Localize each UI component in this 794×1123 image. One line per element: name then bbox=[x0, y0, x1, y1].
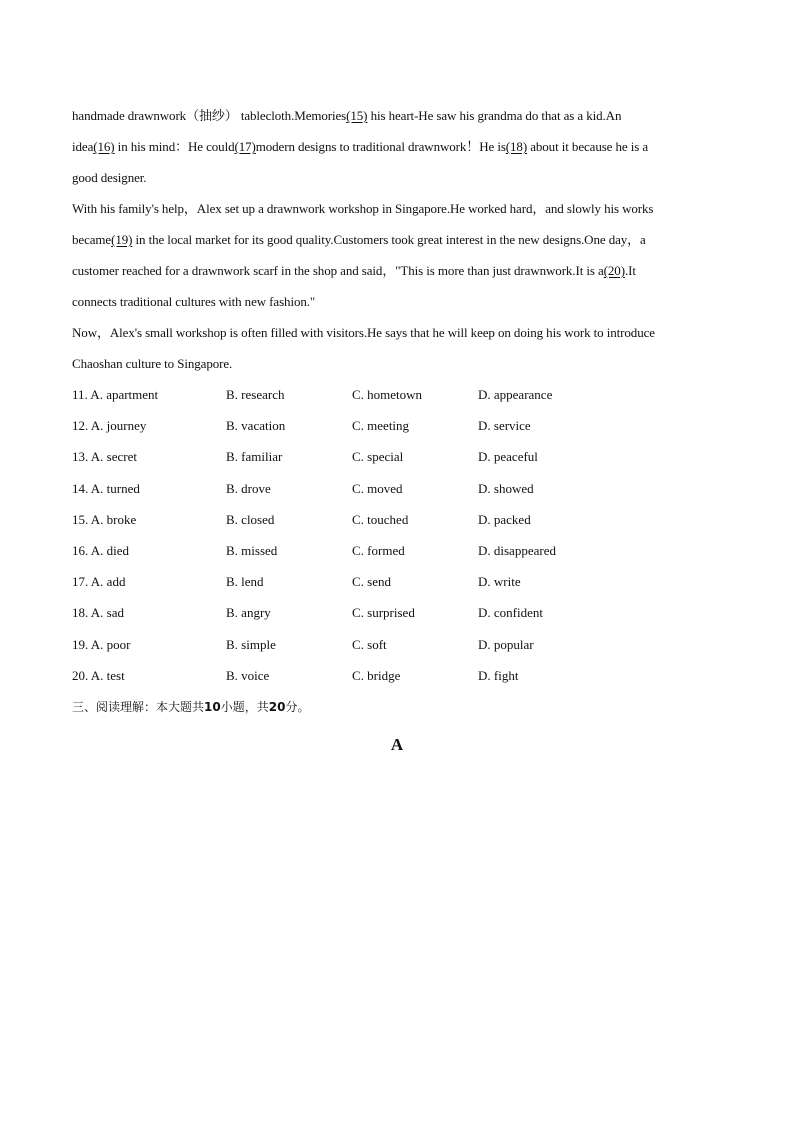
option-a: 17. A. add bbox=[72, 574, 126, 590]
blank-number: (16) bbox=[93, 139, 115, 154]
option-b: B. closed bbox=[226, 511, 275, 527]
option-b: B. research bbox=[226, 387, 285, 402]
option-d: D. confident bbox=[478, 605, 543, 621]
option-c: C. moved bbox=[352, 480, 403, 496]
blank-number: (20) bbox=[603, 263, 625, 278]
option-c: C. meeting bbox=[352, 418, 410, 434]
section-heading bbox=[72, 692, 717, 723]
passage-text: handmade drawnwork（抽纱） tablecloth.Memories bbox=[72, 108, 347, 123]
question-row bbox=[72, 379, 717, 410]
option-b: B. angry bbox=[226, 605, 271, 621]
question-row bbox=[72, 410, 717, 441]
option-d: D. fight bbox=[478, 667, 519, 683]
option-a: 19. A. poor bbox=[72, 636, 131, 652]
option-c: C. formed bbox=[352, 542, 405, 558]
passage-text: in his mind：He could bbox=[114, 139, 235, 154]
option-d: D. service bbox=[478, 418, 531, 434]
option-a: 11. A. apartment bbox=[72, 387, 159, 402]
question-row bbox=[72, 504, 717, 535]
passage-text: Now，Alex's small workshop is often filled with visitors.He says that he will keep on doing his work to introduce bbox=[72, 325, 655, 340]
passage-line bbox=[72, 131, 717, 162]
exam-page bbox=[72, 100, 717, 755]
passage-text: became bbox=[72, 232, 112, 247]
option-b: B. drove bbox=[226, 480, 271, 496]
blank-number: (17) bbox=[234, 139, 256, 154]
passage-line bbox=[72, 286, 717, 317]
question-row bbox=[72, 660, 717, 691]
option-c: C. send bbox=[352, 574, 391, 590]
option-a: 20. A. test bbox=[72, 667, 125, 683]
passage-text: .It bbox=[624, 263, 636, 278]
blank-number: (19) bbox=[111, 232, 133, 247]
passage-text: With his family's help，Alex set up a drawnwork workshop in Singapore.He worked hard，and slowly his works bbox=[72, 201, 654, 216]
passage-text: idea bbox=[72, 139, 94, 154]
section-score: 20 bbox=[268, 699, 286, 714]
option-d: D. popular bbox=[478, 636, 534, 652]
option-a: 14. A. turned bbox=[72, 480, 140, 496]
option-c: C. soft bbox=[352, 636, 387, 652]
passage-text: about it because he is a bbox=[527, 139, 649, 154]
option-d: D. write bbox=[478, 574, 521, 590]
option-c: C. hometown bbox=[352, 387, 423, 402]
option-d: D. appearance bbox=[478, 387, 553, 402]
section-question-count: 10 bbox=[204, 699, 221, 714]
passage-text: customer reached for a drawnwork scarf in the shop and said，"This is more than just drawnwork.It is a bbox=[72, 263, 604, 278]
passage-text: his heart-He saw his grandma do that as a kid.An bbox=[367, 108, 622, 123]
question-row bbox=[72, 441, 717, 472]
section-heading-suffix: 分。 bbox=[285, 699, 310, 714]
cloze-passage bbox=[72, 100, 717, 379]
option-d: D. disappeared bbox=[478, 542, 556, 558]
passage-text: in the local market for its good quality.Customers took great interest in the new designs.One day，a bbox=[132, 232, 646, 247]
option-a: 16. A. died bbox=[72, 542, 130, 558]
section-heading-mid: 小题，共 bbox=[220, 699, 269, 714]
option-b: B. vacation bbox=[226, 418, 286, 434]
option-b: B. familiar bbox=[226, 449, 283, 465]
option-a: 18. A. sad bbox=[72, 605, 124, 621]
option-c: C. special bbox=[352, 449, 404, 465]
question-options bbox=[72, 379, 717, 691]
option-d: D. peaceful bbox=[478, 449, 538, 465]
passage-line bbox=[72, 317, 717, 348]
option-c: C. touched bbox=[352, 511, 409, 527]
passage-line bbox=[72, 193, 717, 224]
part-label: A bbox=[390, 734, 404, 754]
option-b: B. simple bbox=[226, 636, 276, 652]
option-b: B. voice bbox=[226, 667, 270, 683]
option-b: B. lend bbox=[226, 574, 264, 590]
passage-text: connects traditional cultures with new fashion." bbox=[72, 294, 316, 309]
option-d: D. showed bbox=[478, 480, 534, 496]
passage-text: modern designs to traditional drawnwork！He is bbox=[255, 139, 506, 154]
option-a: 15. A. broke bbox=[72, 511, 137, 527]
question-row bbox=[72, 597, 717, 628]
question-row bbox=[72, 535, 717, 566]
blank-number: (15) bbox=[346, 108, 368, 123]
passage-line bbox=[72, 255, 717, 286]
passage-line bbox=[72, 224, 717, 255]
option-d: D. packed bbox=[478, 511, 531, 527]
passage-text: Chaoshan culture to Singapore. bbox=[72, 356, 233, 371]
passage-text: good designer. bbox=[72, 170, 147, 185]
question-row bbox=[72, 566, 717, 597]
blank-number: (18) bbox=[505, 139, 528, 154]
option-b: B. missed bbox=[226, 542, 278, 558]
question-row bbox=[72, 473, 717, 504]
passage-line bbox=[72, 348, 717, 379]
passage-line bbox=[72, 100, 717, 131]
option-a: 12. A. journey bbox=[72, 418, 147, 434]
option-a: 13. A. secret bbox=[72, 449, 137, 465]
option-c: C. bridge bbox=[352, 667, 401, 683]
question-row bbox=[72, 629, 717, 660]
option-c: C. surprised bbox=[352, 605, 415, 621]
section-heading-prefix: 三、阅读理解：本大题共 bbox=[72, 699, 205, 714]
passage-line bbox=[72, 162, 717, 193]
